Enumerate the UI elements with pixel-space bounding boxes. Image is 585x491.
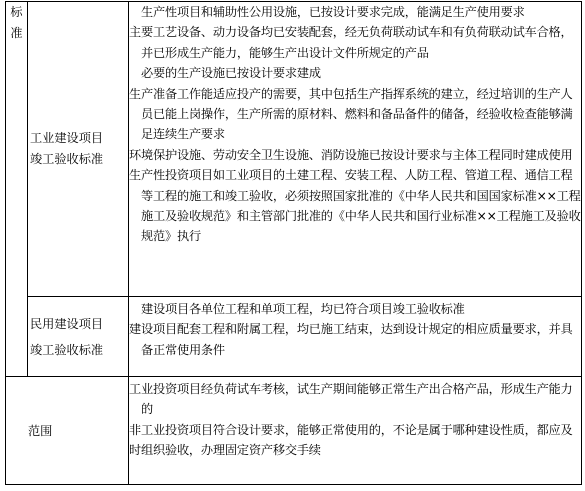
scope-paragraph-2: 非工业投资项目符合设计要求，能够正常使用的，不论是属于哪种建设性质，都应及时组织验收，办理固定资产移交手续 bbox=[129, 422, 573, 458]
scope-paragraph-1: 工业投资项目经负荷试车考核，试生产期间能够正常生产出合格产品，形成生产能力的 bbox=[129, 382, 573, 417]
standard-category-cell bbox=[6, 2, 28, 377]
industrial-paragraph-6: 生产性投资项目如工业项目的土建工程、安装工程、人防工程、管道工程、通信工程等工程的施工和竣工验收，必须按照国家批准的《中华人民共和国国家标准××工程施工及验收规范》和主管部门批准的《中华人民共和国行业标准××工程施工及验收规范》执行 bbox=[129, 168, 581, 244]
civil-label-cell bbox=[28, 297, 129, 377]
industrial-paragraph-1: 生产性项目和辅助性公用设施，已按设计要求完成，能满足生产使用要求 bbox=[141, 5, 525, 19]
standard-label bbox=[6, 2, 27, 44]
civil-paragraph-2: 建设项目配套工程和附属工程，均已施工结束，达到设计规定的相应质量要求，并具备正常使用条件 bbox=[129, 322, 573, 357]
industrial-content-cell bbox=[129, 2, 582, 297]
civil-label-line-2: 竣工验收标准 bbox=[30, 342, 104, 357]
civil-label-line-1: 民用建设项目 bbox=[30, 316, 104, 331]
civil-content-cell bbox=[129, 297, 582, 377]
industrial-paragraph-4: 生产准备工作能适应投产的需要，其中包括生产指挥系统的建立，经过培训的生产人员已能上岗操作，生产所需的原材料、燃料和备品备件的储备，经验收检查能够满足连续生产要求 bbox=[129, 86, 573, 142]
scope-content-cell bbox=[129, 377, 582, 485]
industrial-paragraph-5: 环境保护设施、劳动安全卫生设施、消防设施已按设计要求与主体工程同时建成使用 bbox=[129, 147, 573, 162]
civil-label bbox=[28, 311, 128, 363]
industrial-label-line-2: 竣工验收标准 bbox=[30, 152, 104, 166]
acceptance-standards-table bbox=[5, 1, 582, 485]
industrial-label-cell bbox=[28, 2, 129, 297]
industrial-label bbox=[28, 128, 128, 170]
scope-row bbox=[6, 377, 582, 485]
standard-label-char-1: 标 bbox=[10, 5, 23, 19]
industrial-label-line-1: 工业建设项目 bbox=[30, 130, 104, 145]
industrial-paragraph-3: 必要的生产设施已按设计要求建成 bbox=[141, 66, 321, 81]
civil-standard-row bbox=[6, 297, 582, 377]
scope-label: 范围 bbox=[28, 424, 53, 438]
scope-label-cell bbox=[6, 377, 129, 485]
industrial-paragraph-2: 主要工艺设备、动力设备均已安装配套，经无负荷联动试车和有负荷联动试车合格，并已形成生产能力，能够生产出设计文件所规定的产品 bbox=[129, 25, 573, 60]
civil-paragraph-1: 建设项目各单位工程和单项工程，均已符合项目竣工验收标准 bbox=[141, 302, 465, 316]
standard-label-char-2: 准 bbox=[10, 26, 23, 40]
industrial-standard-row bbox=[6, 2, 582, 297]
